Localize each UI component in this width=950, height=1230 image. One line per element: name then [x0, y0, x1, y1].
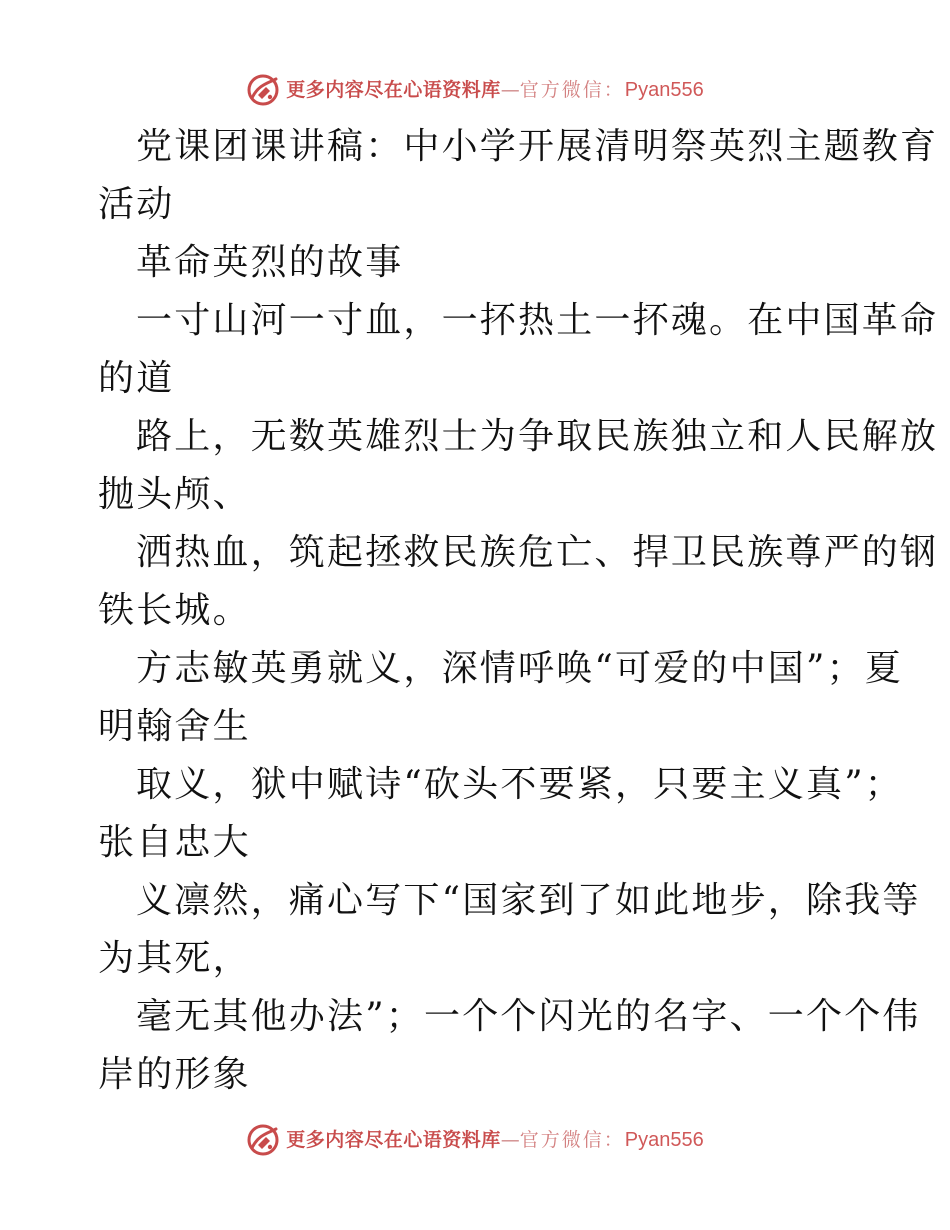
seal-logo-icon — [246, 1123, 280, 1157]
document-body — [98, 118, 939, 1104]
text-line: 活动 — [98, 184, 175, 225]
text-line: 义凛然，痛心写下“国家到了如此地步，除我等 — [136, 880, 921, 921]
text-line: 路上，无数英雄烈士为争取民族独立和人民解放 — [136, 416, 939, 457]
watermark-wechat-id: Pyan556 — [624, 1129, 704, 1151]
text-line: 洒热血，筑起拯救民族危亡、捍卫民族尊严的钢 — [136, 532, 939, 573]
watermark-main-text: 更多内容尽在心语资料库 — [286, 1129, 501, 1151]
text-line: 铁长城。 — [98, 590, 251, 631]
text-line: 的道 — [98, 358, 175, 399]
header-watermark-banner — [0, 70, 950, 110]
watermark-wechat-label: 官方微信： — [519, 1129, 625, 1151]
text-line: 革命英烈的故事 — [136, 242, 404, 283]
seal-logo-icon — [246, 73, 280, 107]
text-line: 明翰舍生 — [98, 706, 251, 747]
text-line: 张自忠大 — [98, 822, 251, 863]
text-line: 抛头颅、 — [98, 474, 251, 515]
footer-watermark-text — [286, 1130, 704, 1150]
watermark-separator: — — [500, 1129, 520, 1151]
text-line: 一寸山河一寸血，一抔热土一抔魂。在中国革命 — [136, 300, 939, 341]
watermark-wechat-id: Pyan556 — [624, 79, 704, 101]
text-line: 岸的形象 — [98, 1054, 251, 1095]
header-watermark-text — [286, 80, 704, 100]
text-line: 毫无其他办法”；一个个闪光的名字、一个个伟 — [136, 996, 921, 1037]
watermark-main-text: 更多内容尽在心语资料库 — [286, 79, 501, 101]
watermark-separator: — — [500, 79, 520, 101]
footer-watermark-banner — [0, 1120, 950, 1160]
text-line: 为其死， — [98, 938, 251, 979]
watermark-wechat-label: 官方微信： — [519, 79, 625, 101]
text-line: 党课团课讲稿：中小学开展清明祭英烈主题教育 — [136, 126, 939, 167]
text-line: 方志敏英勇就义，深情呼唤“可爱的中国”；夏 — [136, 648, 904, 689]
text-line: 取义，狱中赋诗“砍头不要紧，只要主义真”； — [136, 764, 904, 805]
